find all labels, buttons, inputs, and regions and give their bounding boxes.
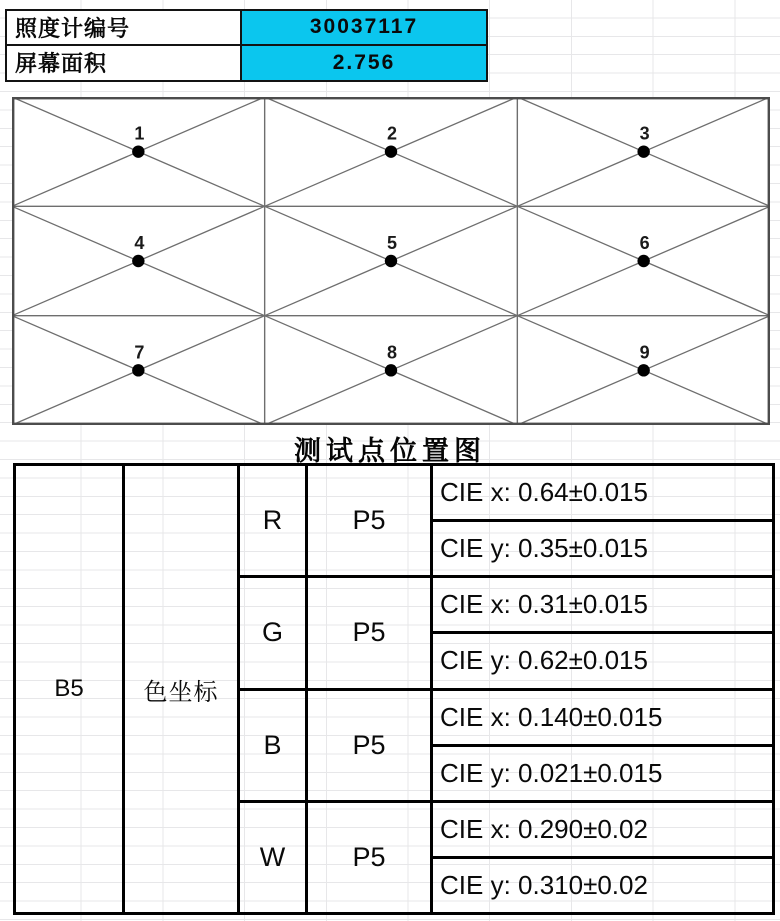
test-point-number: 3 (639, 123, 650, 144)
test-point-number: 4 (134, 233, 145, 253)
channel-cell-b[interactable]: B (239, 689, 307, 801)
meter-info-table (5, 9, 488, 82)
test-point-dot (132, 145, 144, 157)
test-point-dot (132, 364, 144, 376)
cie-y-cell-r[interactable]: CIE y: 0.35±0.015 (432, 521, 774, 577)
pattern-cell-g[interactable]: P5 (307, 577, 432, 689)
test-point-dot (637, 364, 649, 376)
screen-area-label-cell[interactable]: 屏幕面积 (7, 46, 242, 81)
test-point-number: 2 (386, 123, 398, 144)
diagram-caption: 测试点位置图 (294, 436, 486, 466)
channel-cell-r[interactable]: R (239, 465, 307, 577)
cie-x-cell-r[interactable]: CIE x: 0.64±0.015 (432, 465, 774, 521)
color-coordinate-table (13, 463, 775, 915)
cie-x-cell-g[interactable]: CIE x: 0.31±0.015 (432, 577, 774, 633)
test-point-number: 8 (386, 342, 398, 363)
test-point-number: 7 (134, 342, 145, 363)
test-point-diagram-canvas (12, 97, 770, 425)
category-cell[interactable]: 色坐标 (124, 465, 239, 914)
test-point-number: 5 (386, 233, 398, 253)
channel-cell-g[interactable]: G (239, 577, 307, 689)
cie-y-cell-g[interactable]: CIE y: 0.62±0.015 (432, 633, 774, 689)
cie-x-cell-b[interactable]: CIE x: 0.140±0.015 (432, 689, 774, 745)
pattern-cell-r[interactable]: P5 (307, 465, 432, 577)
cie-y-cell-w[interactable]: CIE y: 0.310±0.02 (432, 857, 774, 913)
test-point-dot (637, 255, 649, 267)
pattern-cell-b[interactable]: P5 (307, 689, 432, 801)
test-point-number: 9 (639, 342, 650, 363)
meter-id-value-cell[interactable]: 30037117 (242, 11, 486, 46)
test-point-diagram[interactable] (12, 97, 770, 425)
channel-cell-w[interactable]: W (239, 801, 307, 913)
test-point-dot (385, 255, 397, 267)
test-point-dot (637, 145, 649, 157)
test-point-number: 1 (134, 123, 145, 144)
cie-x-cell-w[interactable]: CIE x: 0.290±0.02 (432, 801, 774, 857)
meter-id-label-cell[interactable]: 照度计编号 (7, 11, 242, 46)
model-cell[interactable]: B5 (15, 465, 124, 914)
pattern-cell-w[interactable]: P5 (307, 801, 432, 913)
table-row (15, 465, 774, 521)
test-point-number: 6 (639, 233, 650, 253)
test-point-dot (132, 255, 144, 267)
screen-area-value-cell[interactable]: 2.756 (242, 46, 486, 81)
test-point-dot (385, 364, 397, 376)
cie-y-cell-b[interactable]: CIE y: 0.021±0.015 (432, 745, 774, 801)
test-point-dot (385, 145, 397, 157)
